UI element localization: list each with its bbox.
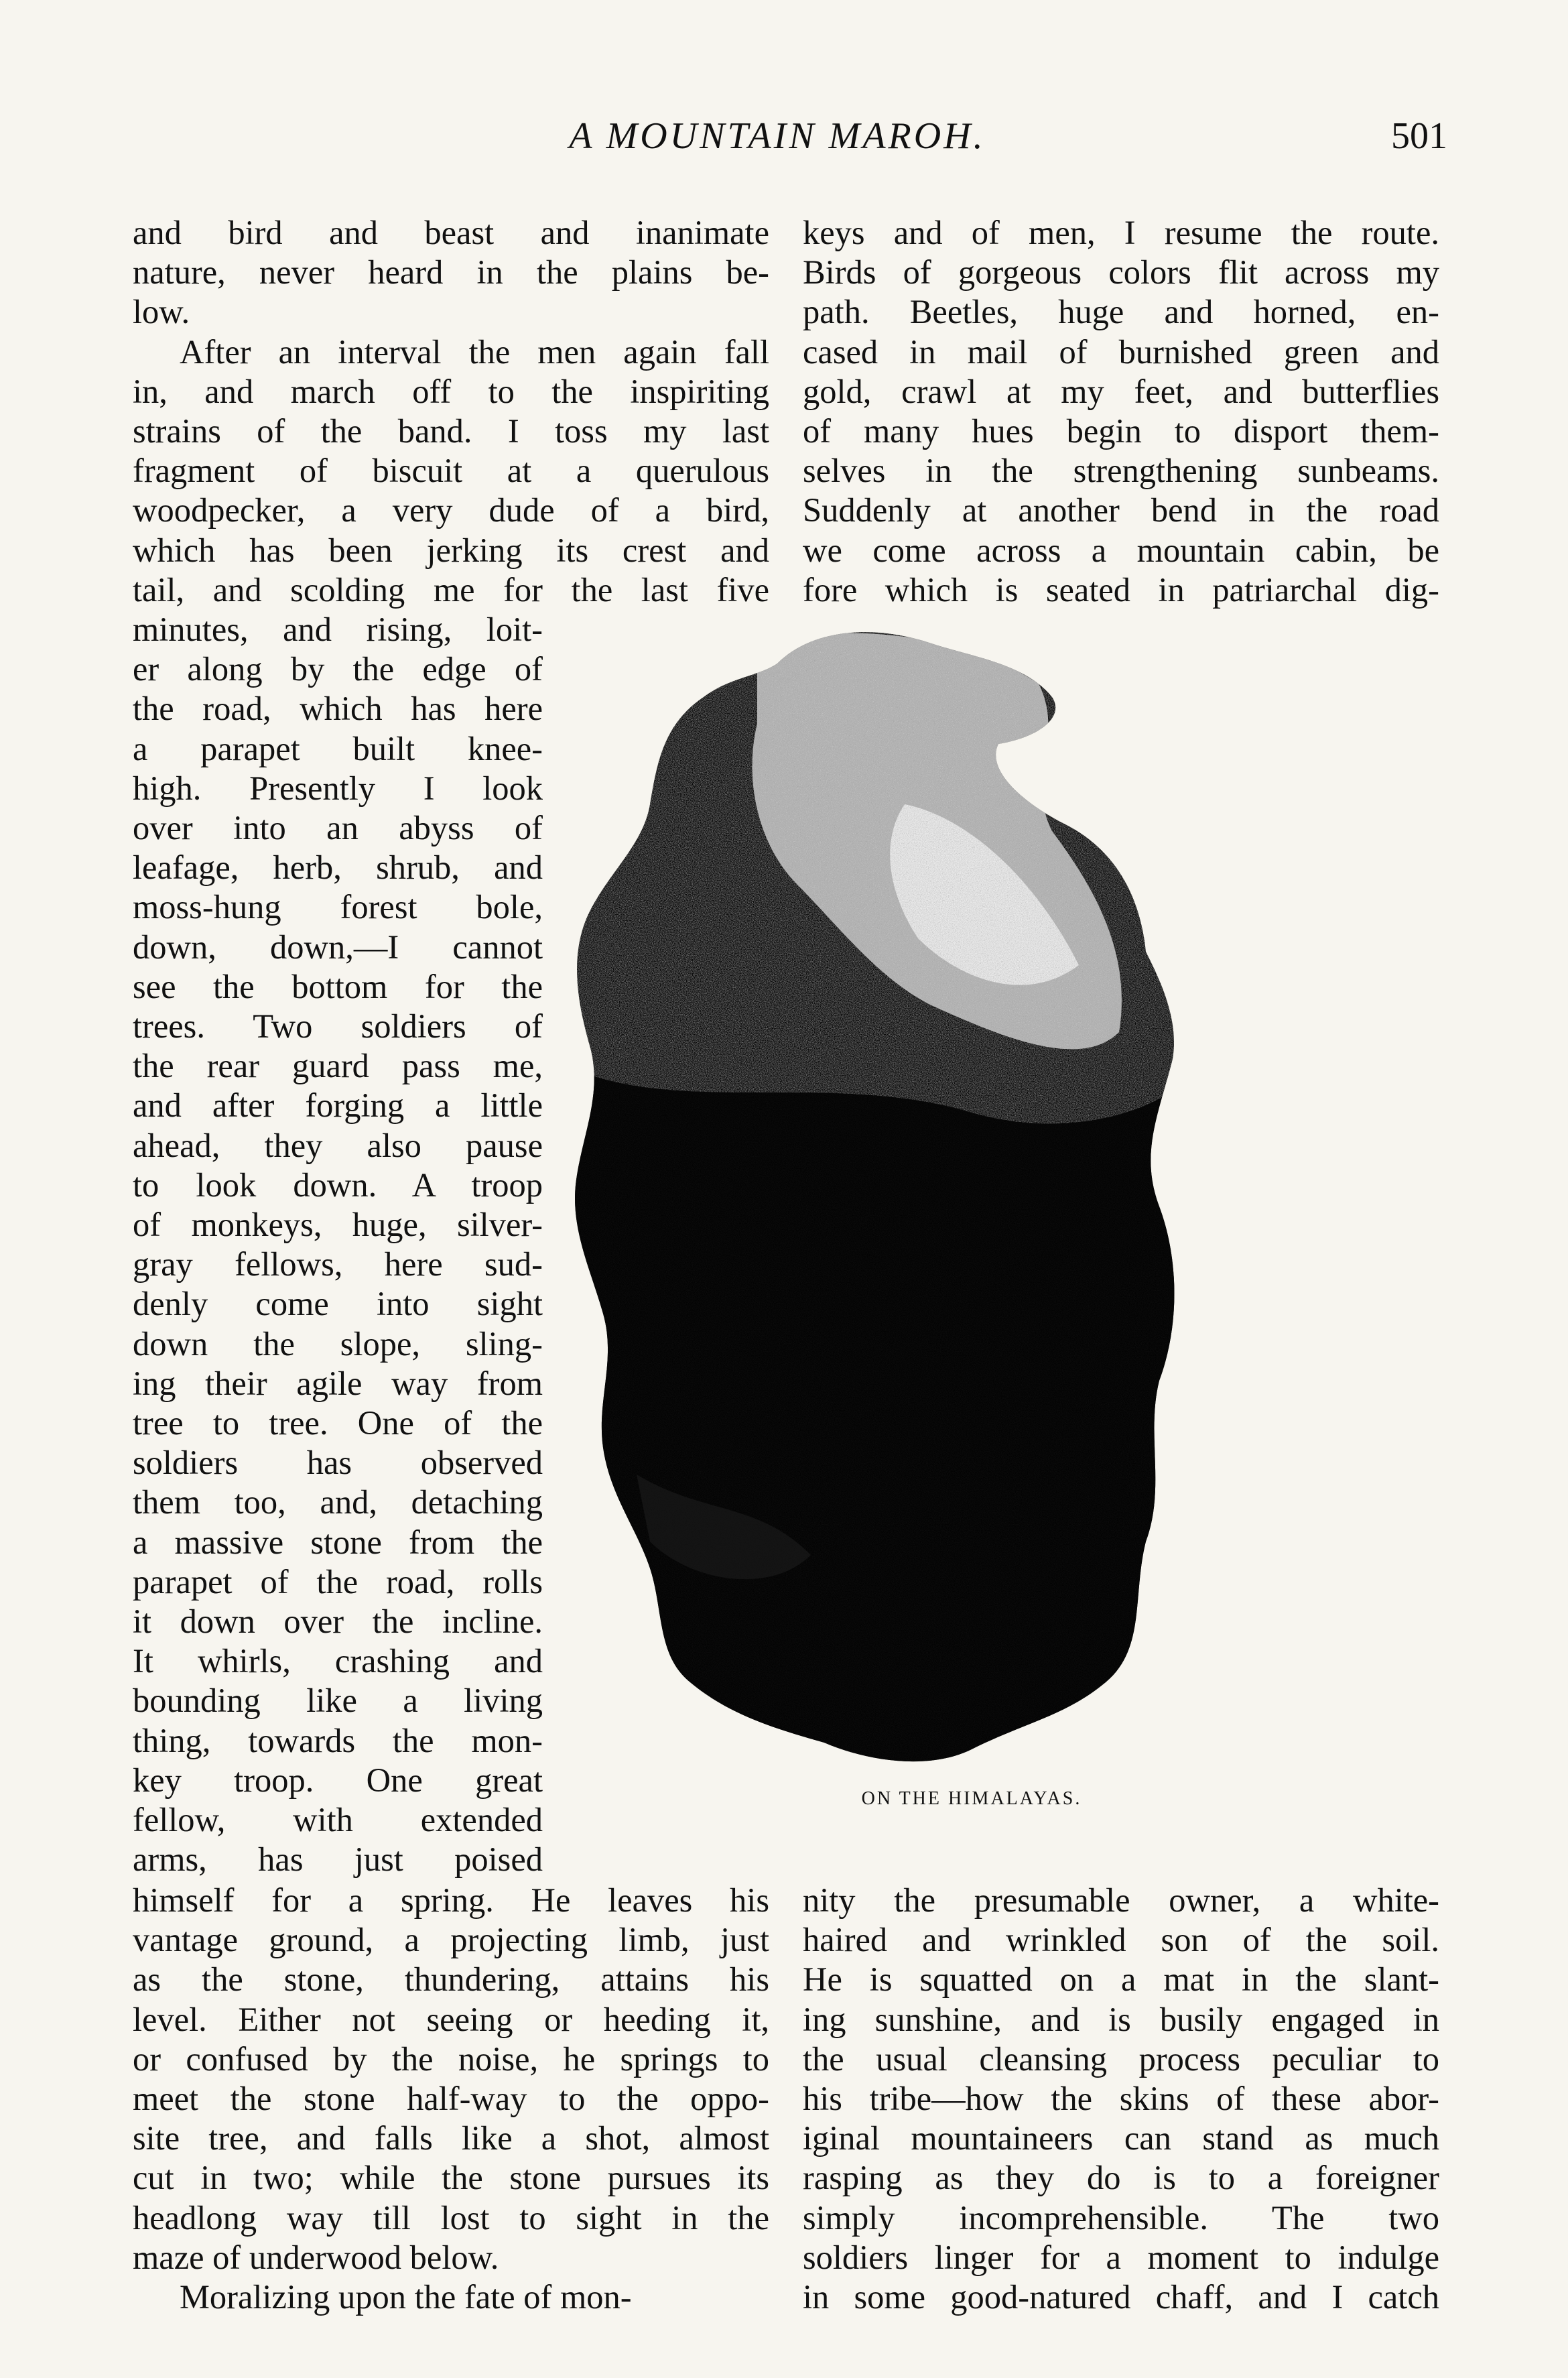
text-line: thing, towards the mon- bbox=[133, 1721, 543, 1759]
illustration-image bbox=[556, 603, 1186, 1783]
text-line: headlong way till lost to sight in the bbox=[133, 2198, 769, 2237]
text-line: to look down. A troop bbox=[133, 1166, 543, 1204]
text-line: fragment of biscuit at a querulous bbox=[133, 452, 769, 490]
page-number: 501 bbox=[1391, 115, 1447, 157]
text-line: meet the stone half-way to the oppo- bbox=[133, 2080, 769, 2117]
text-line: trees. Two soldiers of bbox=[133, 1007, 543, 1045]
illustration-himalayas bbox=[556, 603, 1186, 1783]
text-line: iginal mountaineers can stand as much bbox=[803, 2119, 1439, 2157]
text-line: selves in the strengthening sunbeams. bbox=[803, 452, 1439, 490]
text-line: cut in two; while the stone pursues its bbox=[133, 2159, 769, 2197]
text-line: soldiers has observed bbox=[133, 1444, 543, 1482]
text-line: nity the presumable owner, a white- bbox=[803, 1881, 1439, 1919]
text-line: simply incomprehensible. The two bbox=[803, 2198, 1439, 2237]
text-line: er along by the edge of bbox=[133, 650, 543, 688]
text-line: It whirls, crashing and bbox=[133, 1642, 543, 1680]
text-line: the rear guard pass me, bbox=[133, 1047, 543, 1085]
text-line: cased in mail of burnished green and bbox=[803, 332, 1439, 371]
text-line: the usual cleansing process peculiar to bbox=[803, 2040, 1439, 2078]
text-line: ing their agile way from bbox=[133, 1364, 543, 1402]
text-line: tail, and scolding me for the last five bbox=[133, 570, 769, 609]
text-line: minutes, and rising, loit- bbox=[133, 611, 543, 648]
text-line: key troop. One great bbox=[133, 1761, 543, 1799]
text-line: site tree, and falls like a shot, almost bbox=[133, 2119, 769, 2157]
text-line: bounding like a living bbox=[133, 1682, 543, 1720]
text-line: arms, has just poised bbox=[133, 1840, 543, 1879]
text-line: Birds of gorgeous colors flit across my bbox=[803, 253, 1439, 292]
text-line: of monkeys, huge, silver- bbox=[133, 1206, 543, 1243]
text-line: level. Either not seeing or heeding it, bbox=[133, 2000, 769, 2038]
text-line: ahead, they also pause bbox=[133, 1126, 543, 1164]
text-line: strains of the band. I toss my last bbox=[133, 412, 769, 450]
text-line: down the slope, sling- bbox=[133, 1324, 543, 1363]
text-line: vantage ground, a projecting limb, just bbox=[133, 1921, 769, 1959]
text-line: a parapet built knee- bbox=[133, 729, 543, 767]
text-line: ing sunshine, and is busily engaged in bbox=[803, 2000, 1439, 2038]
text-line: gray fellows, here sud- bbox=[133, 1245, 543, 1284]
text-line: leafage, herb, shrub, and bbox=[133, 849, 543, 887]
text-line: them too, and, detaching bbox=[133, 1483, 543, 1521]
text-line: tree to tree. One of the bbox=[133, 1404, 543, 1442]
text-line: his tribe—how the skins of these abor- bbox=[803, 2080, 1439, 2117]
text-line: over into an abyss of bbox=[133, 809, 543, 847]
text-line: denly come into sight bbox=[133, 1285, 543, 1323]
text-line: low. bbox=[133, 293, 190, 331]
text-line: woodpecker, a very dude of a bird, bbox=[133, 491, 769, 529]
figure-caption: ON THE HIMALAYAS. bbox=[861, 1788, 1082, 1809]
text-line: He is squatted on a mat in the slant- bbox=[803, 1960, 1439, 1999]
running-title: A MOUNTAIN MAROH. bbox=[569, 115, 986, 157]
text-line: gold, crawl at my feet, and butterflies bbox=[803, 372, 1439, 410]
text-line: Moralizing upon the fate of mon- bbox=[180, 2278, 632, 2316]
text-line: keys and of men, I resume the route. bbox=[803, 214, 1439, 251]
text-line: and bird and beast and inanimate bbox=[133, 214, 769, 251]
text-line: a massive stone from the bbox=[133, 1523, 543, 1561]
text-line: fellow, with extended bbox=[133, 1801, 543, 1838]
text-line: moss-hung forest bole, bbox=[133, 888, 543, 926]
text-line: soldiers linger for a moment to indulge bbox=[803, 2238, 1439, 2276]
text-line: we come across a mountain cabin, be bbox=[803, 531, 1439, 569]
text-line: Suddenly at another bend in the road bbox=[803, 491, 1439, 529]
text-line: path. Beetles, huge and horned, en- bbox=[803, 293, 1439, 331]
text-line: the road, which has here bbox=[133, 690, 543, 728]
text-line: rasping as they do is to a foreigner bbox=[803, 2159, 1439, 2197]
text-line: as the stone, thundering, attains his bbox=[133, 1960, 769, 1999]
text-line: see the bottom for the bbox=[133, 967, 543, 1005]
text-line: haired and wrinkled son of the soil. bbox=[803, 1921, 1439, 1959]
text-line: nature, never heard in the plains be- bbox=[133, 253, 769, 292]
text-line: maze of underwood below. bbox=[133, 2238, 499, 2276]
text-line: or confused by the noise, he springs to bbox=[133, 2040, 769, 2078]
text-line: and after forging a little bbox=[133, 1086, 543, 1125]
text-line: high. Presently I look bbox=[133, 769, 543, 807]
text-line: himself for a spring. He leaves his bbox=[133, 1881, 769, 1919]
text-line: of many hues begin to disport them- bbox=[803, 412, 1439, 450]
text-line: parapet of the road, rolls bbox=[133, 1562, 543, 1601]
text-line: in, and march off to the inspiriting bbox=[133, 372, 769, 410]
text-line: down, down,—I cannot bbox=[133, 928, 543, 966]
text-line: in some good-natured chaff, and I catch bbox=[803, 2278, 1439, 2316]
text-line: fore which is seated in patriarchal dig- bbox=[803, 570, 1439, 609]
text-line: it down over the incline. bbox=[133, 1603, 543, 1640]
text-line: After an interval the men again fall bbox=[180, 332, 769, 371]
text-line: which has been jerking its crest and bbox=[133, 531, 769, 569]
